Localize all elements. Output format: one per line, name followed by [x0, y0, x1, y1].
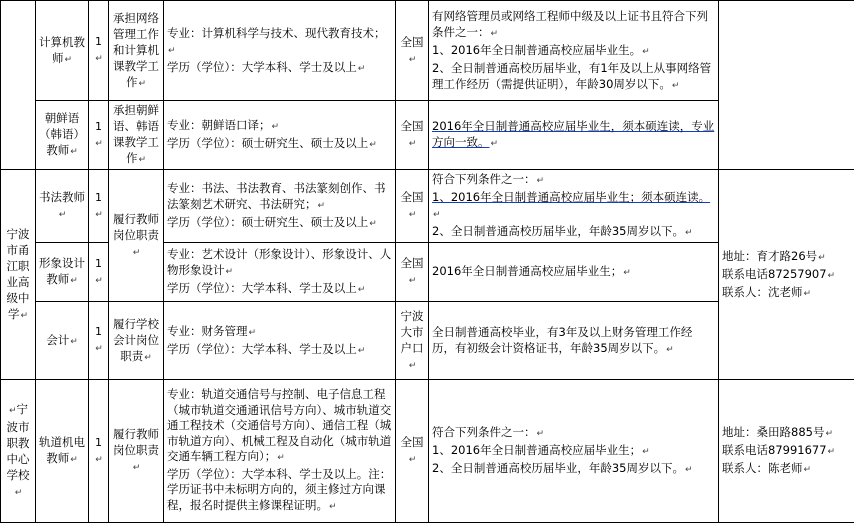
count-cell: 1↵ [89, 101, 109, 170]
table-row [1, 170, 854, 243]
major-cell: 专业：艺术设计（形象设计）、形象设计、人物形象设计↵ 学历（学位）：大学本科、学士及以上↵ [164, 243, 396, 302]
position-cell: 形象设计教师↵ [36, 243, 89, 302]
major-cell: 专业：书法、书法教育、书法篆刻创作、书法篆刻艺术研究、书法研究；↵ 学历（学位）：硕士研究生、硕士及以上↵ [164, 170, 396, 243]
count-cell: 1↵ [89, 302, 109, 380]
count-cell: 1↵ [89, 243, 109, 302]
region-cell: 全国↵ [396, 243, 429, 302]
position-cell: 朝鲜语（韩语）教师↵ [36, 101, 89, 170]
school-cell [1, 1, 36, 170]
duty-cell: 承担网络管理工作和计算机课教学工作↵ [109, 1, 164, 101]
conditions-cell: 有网络管理员或网络工程师中级及以上证书且符合下列条件之一：↵ 1、2016年全日制普通高校应届毕业生。↵ 2、全日制普通高校历届毕业，有1年及以上从事网络管理工作经历（需提供证明），年龄30周岁以下。↵ [429, 1, 719, 101]
duty-cell: 承担朝鲜语、韩语课教学工作↵ [109, 101, 164, 170]
table-row [1, 1, 854, 101]
count-cell: 1↵ [89, 1, 109, 101]
school-cell: 宁波市甬江职业高级中学↵ [1, 170, 36, 380]
region-cell: 全国↵ [396, 101, 429, 170]
position-cell: 会计↵ [36, 302, 89, 380]
conditions-cell: 全日制普通高校毕业，有3年及以上财务管理工作经历，有初级会计资格证书，年龄35周岁以下。↵ [429, 302, 719, 380]
conditions-cell: 2016年全日制普通高校应届毕业生，须本硕连读，专业方向一致。↵ [429, 101, 719, 170]
region-cell: 全国↵ [396, 170, 429, 243]
position-cell: 书法教师↵ [36, 170, 89, 243]
major-cell: 专业：朝鲜语口译；↵ 学历（学位）：硕士研究生、硕士及以上↵ [164, 101, 396, 170]
region-cell: 全国↵ [396, 1, 429, 101]
duty-cell: 履行学校会计岗位职责↵ [109, 302, 164, 380]
position-cell: 轨道机电教师↵ [36, 380, 89, 523]
conditions-cell: 符合下列条件之一：↵ 1、2016年全日制普通高校应届毕业生；↵ 2、全日制普通高校历届毕业，年龄35周岁以下。↵ [429, 380, 719, 523]
school-cell: ↵宁波市职教中心学校↵ [1, 380, 36, 523]
conditions-cell: 符合下列条件之一：↵ 1、2016年全日制普通高校应届毕业生；须本硕连读。↵ 2、全日制普通高校历届毕业，年龄35周岁以下。↵ [429, 170, 719, 243]
table-row [1, 380, 854, 523]
contact-cell: 地址：桑田路885号↵ 联系电话87991677↵ 联系人：陈老师↵ [719, 380, 854, 523]
major-cell: 专业：计算机科学与技术、现代教育技术；↵ 学历（学位）：大学本科、学士及以上↵ [164, 1, 396, 101]
region-cell: 全国↵ [396, 380, 429, 523]
major-cell: 专业：轨道交通信号与控制、电子信息工程（城市轨道交通通讯信号方向）、城市轨道交通工程技术（交通信号方向）、通信工程（城市轨道方向）、机械工程及自动化（城市轨道交通车辆工程方向）；↵ 学历（学位）：大学本科、学士及以上。注：学历证书中未标明方向的，须主修过方向课程，报名时提供主修课程证明。↵ [164, 380, 396, 523]
position-cell: 计算机教师↵ [36, 1, 89, 101]
region-cell: 宁波大市户口↵ [396, 302, 429, 380]
contact-cell [719, 1, 854, 170]
duty-cell: 履行教师岗位职责↵ [109, 170, 164, 302]
count-cell: 1↵ [89, 380, 109, 523]
major-cell: 专业：财务管理↵ 学历（学位）：大学本科、学士及以上↵ [164, 302, 396, 380]
duty-cell: 履行教师岗位职责↵ [109, 380, 164, 523]
conditions-cell: 2016年全日制普通高校应届毕业生；↵ [429, 243, 719, 302]
contact-cell: 地址：育才路26号↵ 联系电话87257907↵ 联系人：沈老师↵ [719, 170, 854, 380]
count-cell: 1↵ [89, 170, 109, 243]
